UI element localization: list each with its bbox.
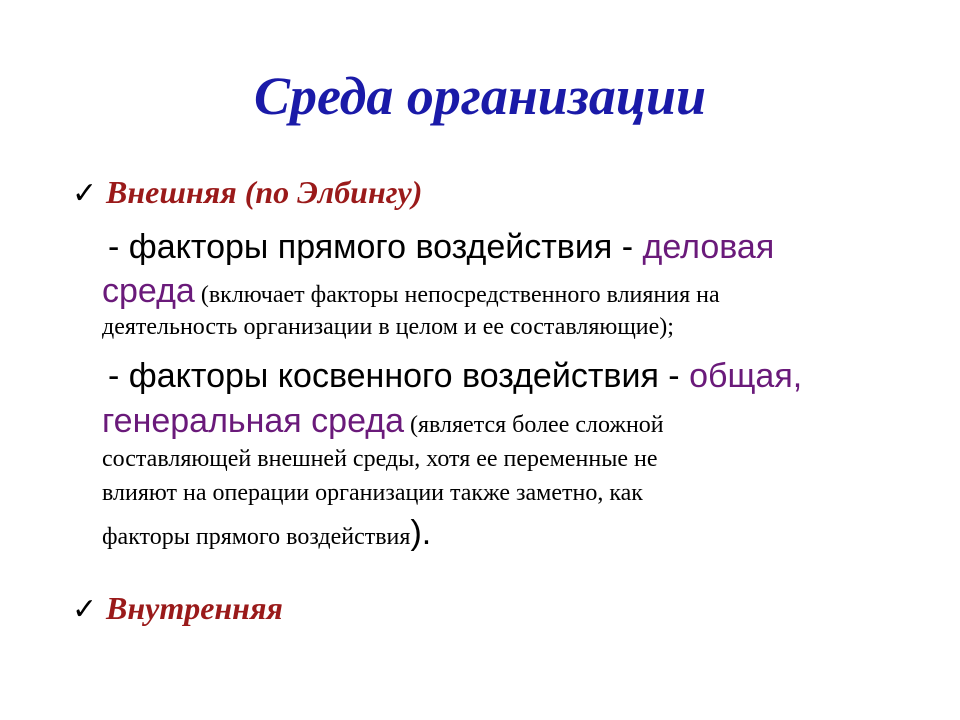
bullet-external: [72, 174, 422, 211]
para2-line3: составляющей внешней среды, хотя ее переменные не: [102, 446, 658, 472]
bullet-internal-label: Внутренняя: [106, 590, 283, 626]
para2-line4: влияют на операции организации также заметно, как: [102, 480, 643, 506]
para2-line2: генеральная среда (является более сложной: [102, 402, 664, 440]
para2-line5: факторы прямого воздействия).: [102, 514, 432, 552]
para2-line1: - факторы косвенного воздействия - общая,: [108, 357, 803, 395]
bullet-external-label: Внешняя (по Элбингу): [106, 174, 423, 210]
bullet-internal: [72, 590, 283, 627]
checkmark-icon: ✓: [72, 176, 98, 211]
checkmark-icon: ✓: [72, 592, 98, 627]
para1-line1: - факторы прямого воздействия - деловая: [108, 228, 775, 266]
para1-line3: деятельность организации в целом и ее составляющие);: [102, 314, 674, 340]
general-environment-term: общая,: [689, 357, 803, 395]
business-environment-term: деловая: [642, 228, 775, 266]
slide-title: Среда организации: [253, 66, 707, 126]
para1-line2: среда (включает факторы непосредственного влияния на: [102, 272, 720, 310]
